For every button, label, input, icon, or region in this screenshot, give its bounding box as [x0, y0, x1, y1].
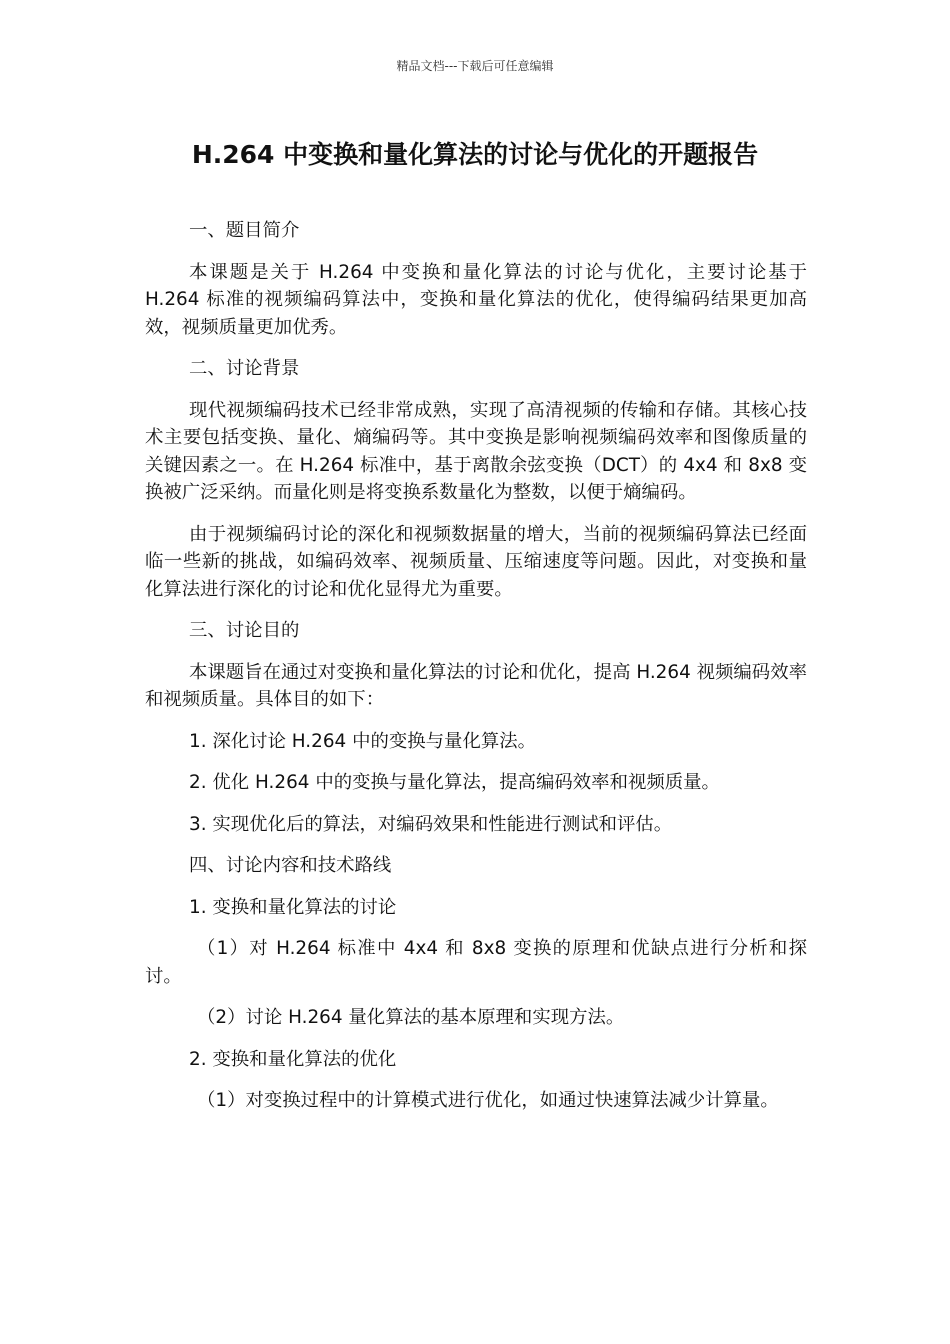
list-item-content-2: 2. 变换和量化算法的优化	[189, 1048, 397, 1070]
list-item-purpose-3: 3. 实现优化后的算法，对编码效果和性能进行测试和评估。	[189, 813, 673, 835]
sub-item-content-2-1: （1）对变换过程中的计算模式进行优化，如通过快速算法减少计算量。	[197, 1090, 779, 1111]
document-title: H.264 中变换和量化算法的讨论与优化的开题报告	[191, 140, 759, 169]
list-item-purpose-1: 1. 深化讨论 H.264 中的变换与量化算法。	[189, 730, 537, 752]
list-item-content-1: 1. 变换和量化算法的讨论	[189, 896, 397, 918]
section-heading-intro: 一、题目简介	[189, 220, 300, 241]
list-item-purpose-2: 2. 优化 H.264 中的变换与量化算法，提高编码效率和视频质量。	[189, 772, 720, 793]
sub-item-content-1-1: （1）对 H.264 标准中 4x4 和 8x8 变换的原理和优缺点进行分析和探讨。	[145, 938, 807, 987]
section-heading-purpose: 三、讨论目的	[189, 620, 300, 641]
header-note: 精品文档---下载后可任意编辑	[396, 59, 554, 73]
paragraph-background-1: 现代视频编码技术已经非常成熟，实现了高清视频的传输和存储。其核心技术主要包括变换、量化、熵编码等。其中变换是影响视频编码效率和图像质量的关键因素之一。在 H.264 标准中，基于离散余弦变换（DCT）的 4x4 和 8x8 变换被广泛采纳。而量化则是将变换系数量化为整数，以便于熵编码。	[145, 399, 807, 503]
paragraph-background-2: 由于视频编码讨论的深化和视频数据量的增大，当前的视频编码算法已经面临一些新的挑战，如编码效率、视频质量、压缩速度等问题。因此，对变换和量化算法进行深化的讨论和优化显得尤为重要。	[145, 523, 807, 600]
section-heading-content: 四、讨论内容和技术路线	[189, 855, 392, 876]
paragraph-intro: 本课题是关于 H.264 中变换和量化算法的讨论与优化，主要讨论基于 H.264 标准的视频编码算法中，变换和量化算法的优化，使得编码结果更加高效，视频质量更加优秀。	[145, 261, 807, 338]
document-body	[145, 217, 807, 1129]
section-heading-background: 二、讨论背景	[189, 358, 300, 379]
sub-item-content-1-2: （2）讨论 H.264 量化算法的基本原理和实现方法。	[197, 1007, 625, 1028]
paragraph-purpose: 本课题旨在通过对变换和量化算法的讨论和优化，提高 H.264 视频编码效率和视频质量。具体目的如下：	[145, 661, 807, 710]
